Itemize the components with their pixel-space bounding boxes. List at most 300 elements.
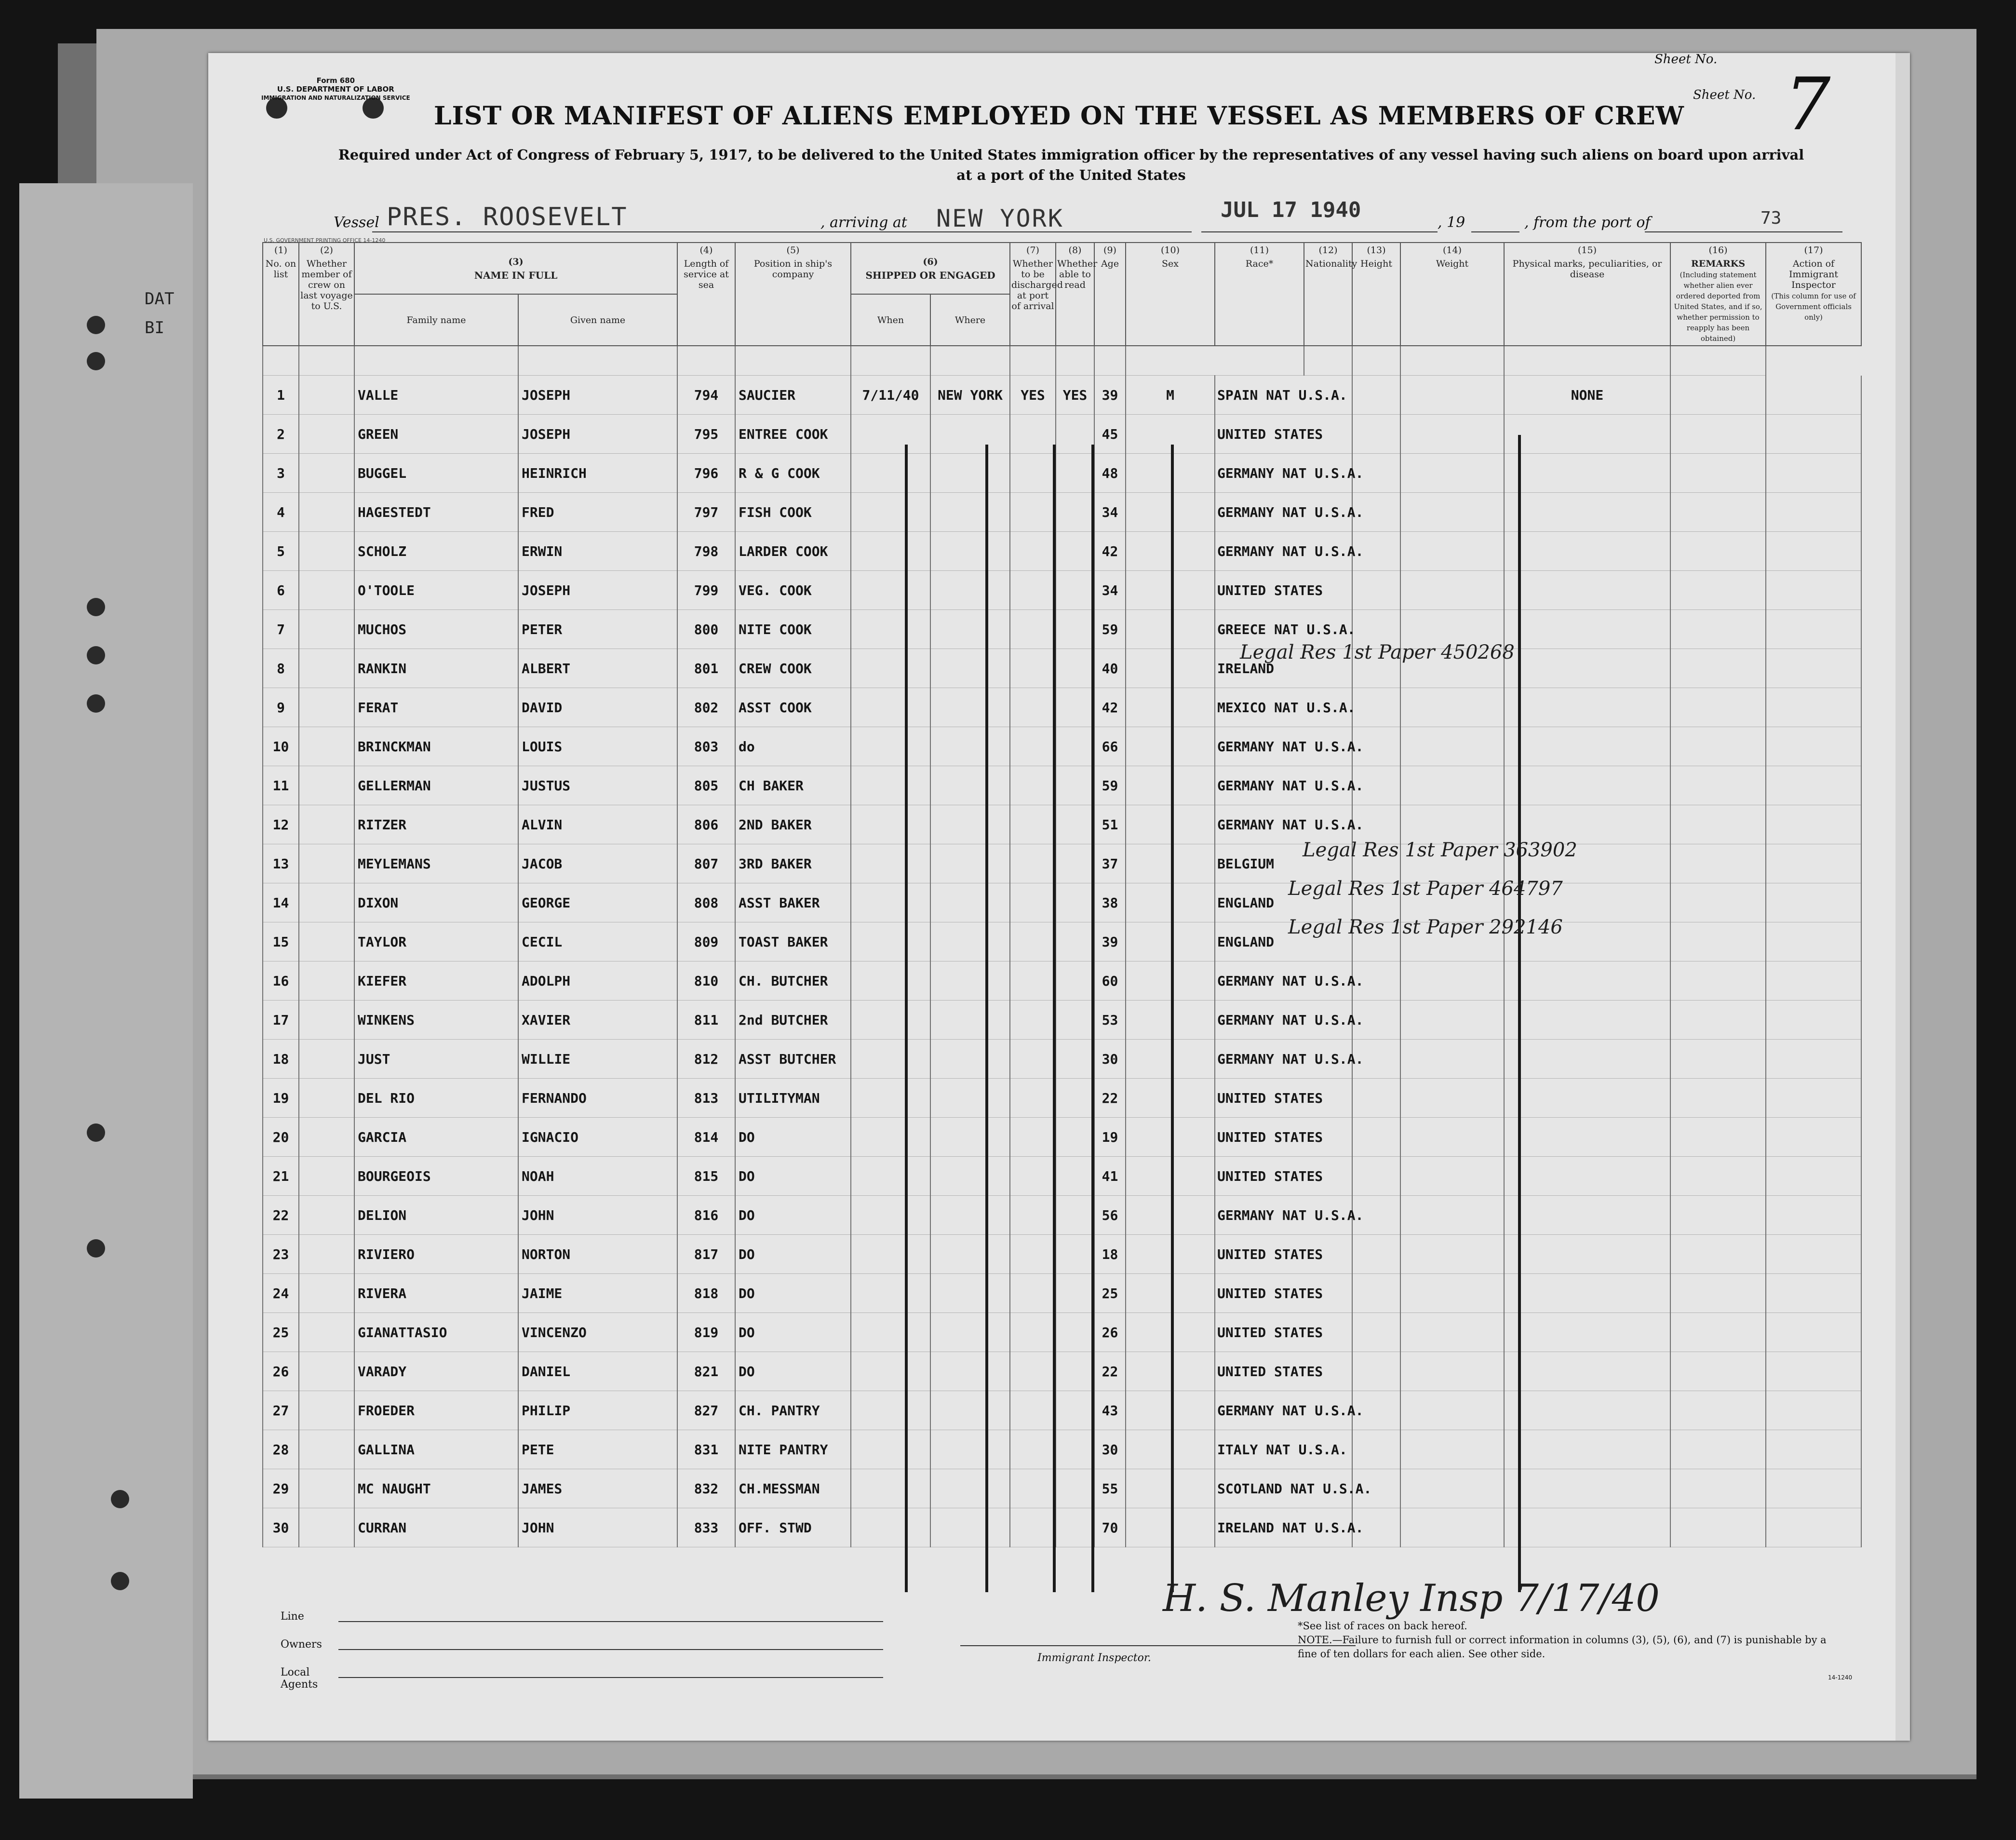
cell-where [930, 1391, 1010, 1430]
cell-when [851, 454, 930, 493]
cell-age: 53 [1094, 1001, 1126, 1040]
cell-nationality: GERMANY NAT U.S.A. [1215, 766, 1352, 805]
cell-sex [1126, 454, 1215, 493]
cell-where [930, 571, 1010, 610]
cell-blank [299, 961, 354, 1001]
cell-remarks [1670, 376, 1766, 415]
cell-age: 56 [1094, 1196, 1126, 1235]
cell-discharged [1010, 415, 1056, 454]
cell-read [1056, 1430, 1094, 1469]
cell-discharged [1010, 1118, 1056, 1157]
cell-family: BOURGEOIS [354, 1157, 518, 1196]
cell-service: 816 [677, 1196, 735, 1235]
table-row [263, 688, 1861, 727]
cell-discharged [1010, 493, 1056, 532]
cell-read [1056, 922, 1094, 961]
cell-where [930, 1196, 1010, 1235]
cell-read [1056, 571, 1094, 610]
cell-nationality: MEXICO NAT U.S.A. [1215, 688, 1352, 727]
cell-nationality: UNITED STATES [1215, 1157, 1352, 1196]
table-row [263, 1001, 1861, 1040]
cell-sex [1126, 766, 1215, 805]
cell-family: GIANATTASIO [354, 1313, 518, 1352]
cell-when [851, 1352, 930, 1391]
cell-when [851, 844, 930, 883]
cell-family: MC NAUGHT [354, 1469, 518, 1508]
cell-action [1766, 805, 1861, 844]
cell-blank [299, 454, 354, 493]
cell-weight [1400, 1391, 1504, 1430]
date-rule [1201, 231, 1438, 232]
cell-given: JUSTUS [518, 766, 677, 805]
cell-service: 799 [677, 571, 735, 610]
cell-action [1766, 532, 1861, 571]
cell-where [930, 1001, 1010, 1040]
ditto-stroke-sex [1171, 445, 1174, 1592]
cell-height [1352, 1313, 1400, 1352]
cell-sex [1126, 415, 1215, 454]
cell-blank [299, 922, 354, 961]
cell-blank [299, 1469, 354, 1508]
cell-action [1766, 1001, 1861, 1040]
cell-remarks [1670, 1352, 1766, 1391]
cell-sex [1126, 1235, 1215, 1274]
cell-where [930, 1235, 1010, 1274]
col-header-remarks: (16) REMARKS (Including statement whether alien ever ordered deported from United States, and if so, whether permission to reapply has been obtained) [1670, 243, 1766, 346]
binder-hole [87, 694, 105, 713]
cell-marks [1504, 1352, 1670, 1391]
cell-sex [1126, 1313, 1215, 1352]
cell-read: YES [1056, 376, 1094, 415]
cell-position: UTILITYMAN [735, 1079, 851, 1118]
cell-family: VARADY [354, 1352, 518, 1391]
cell-family: FROEDER [354, 1391, 518, 1430]
cell-marks: NONE [1504, 376, 1670, 415]
cell-family: DELION [354, 1196, 518, 1235]
cell-action [1766, 1352, 1861, 1391]
cell-position: DO [735, 1235, 851, 1274]
cell-action [1766, 688, 1861, 727]
inspector-rule [960, 1645, 1356, 1646]
table-row [263, 1430, 1861, 1469]
cell-family: RANKIN [354, 649, 518, 688]
cell-no: 20 [263, 1118, 299, 1157]
cell-weight [1400, 1118, 1504, 1157]
cell-family: HAGESTEDT [354, 493, 518, 532]
cell-no: 7 [263, 610, 299, 649]
cell-height [1352, 1118, 1400, 1157]
cell-weight [1400, 1469, 1504, 1508]
cell-weight [1400, 961, 1504, 1001]
cell-remarks [1670, 883, 1766, 922]
cell-action [1766, 1040, 1861, 1079]
cell-age: 41 [1094, 1157, 1126, 1196]
from-port-value: 73 [1761, 208, 1782, 228]
cell-marks [1504, 1430, 1670, 1469]
handwritten-remark: Legal Res 1st Paper 464797 [1288, 878, 1563, 900]
cell-age: 55 [1094, 1469, 1126, 1508]
cell-where [930, 883, 1010, 922]
cell-age: 39 [1094, 376, 1126, 415]
cell-discharged [1010, 844, 1056, 883]
cell-when [851, 415, 930, 454]
cell-blank [299, 1313, 354, 1352]
handwritten-remark: Legal Res 1st Paper 450268 [1240, 641, 1515, 663]
cell-discharged [1010, 1274, 1056, 1313]
cell-nationality: SCOTLAND NAT U.S.A. [1215, 1469, 1352, 1508]
cell-where [930, 415, 1010, 454]
cell-no: 14 [263, 883, 299, 922]
cell-service: 819 [677, 1313, 735, 1352]
col-header-sex: (10) Sex [1126, 243, 1215, 346]
table-row [263, 454, 1861, 493]
table-row [263, 766, 1861, 805]
cell-age: 30 [1094, 1040, 1126, 1079]
ditto-stroke-discharged [1053, 445, 1056, 1592]
table-row [263, 1118, 1861, 1157]
cell-where: NEW YORK [930, 376, 1010, 415]
cell-read [1056, 766, 1094, 805]
binder-hole [87, 1239, 105, 1258]
col-header-inspector: (17) Action of Immigrant Inspector (This column for use of Government officials only) [1766, 243, 1861, 346]
cell-weight [1400, 766, 1504, 805]
cell-age: 38 [1094, 883, 1126, 922]
cell-age: 59 [1094, 610, 1126, 649]
cell-marks [1504, 727, 1670, 766]
cell-where [930, 1313, 1010, 1352]
cell-nationality: ITALY NAT U.S.A. [1215, 1430, 1352, 1469]
cell-height [1352, 1430, 1400, 1469]
cell-no: 4 [263, 493, 299, 532]
cell-age: 66 [1094, 727, 1126, 766]
cell-age: 70 [1094, 1508, 1126, 1547]
cell-read [1056, 961, 1094, 1001]
cell-read [1056, 1391, 1094, 1430]
cell-weight [1400, 688, 1504, 727]
cell-sex [1126, 1430, 1215, 1469]
cell-action [1766, 766, 1861, 805]
cell-given: JACOB [518, 844, 677, 883]
cell-action [1766, 1508, 1861, 1547]
cell-given: ALVIN [518, 805, 677, 844]
col-header-when: When [851, 294, 930, 346]
cell-position: do [735, 727, 851, 766]
cell-weight [1400, 1313, 1504, 1352]
cell-when [851, 610, 930, 649]
cell-family: RIVIERO [354, 1235, 518, 1274]
cell-age: 51 [1094, 805, 1126, 844]
department-name: U.S. DEPARTMENT OF LABOR [277, 85, 394, 94]
cell-when [851, 1040, 930, 1079]
cell-action [1766, 610, 1861, 649]
table-row [263, 1235, 1861, 1274]
cell-weight [1400, 1040, 1504, 1079]
cell-discharged [1010, 1508, 1056, 1547]
cell-family: GELLERMAN [354, 766, 518, 805]
cell-read [1056, 1274, 1094, 1313]
cell-service: 794 [677, 376, 735, 415]
cell-age: 22 [1094, 1079, 1126, 1118]
cell-given: JAIME [518, 1274, 677, 1313]
cell-nationality: IRELAND [1215, 649, 1352, 688]
cell-where [930, 1352, 1010, 1391]
cell-no: 28 [263, 1430, 299, 1469]
cell-discharged [1010, 727, 1056, 766]
col-header-weight: (14) Weight [1400, 243, 1504, 346]
cell-action [1766, 727, 1861, 766]
cell-remarks [1670, 688, 1766, 727]
cell-age: 40 [1094, 649, 1126, 688]
cell-no: 25 [263, 1313, 299, 1352]
cell-family: WINKENS [354, 1001, 518, 1040]
cell-family: RIVERA [354, 1274, 518, 1313]
cell-when [851, 688, 930, 727]
cell-blank [299, 532, 354, 571]
col-header-no: (1) No. on list [263, 243, 299, 346]
cell-blank [299, 883, 354, 922]
cell-read [1056, 454, 1094, 493]
cell-no: 13 [263, 844, 299, 883]
cell-remarks [1670, 766, 1766, 805]
cell-sex [1126, 1391, 1215, 1430]
cell-given: ERWIN [518, 532, 677, 571]
from-port-label: , from the port of [1524, 214, 1651, 231]
col-header-shipped: (6) SHIPPED OR ENGAGED [851, 243, 1010, 294]
cell-service: 821 [677, 1352, 735, 1391]
cell-sex [1126, 1040, 1215, 1079]
cell-where [930, 805, 1010, 844]
document-title: LIST OR MANIFEST OF ALIENS EMPLOYED ON THE VESSEL AS MEMBERS OF CREW [434, 101, 1684, 131]
cell-nationality: GERMANY NAT U.S.A. [1215, 727, 1352, 766]
cell-family: MUCHOS [354, 610, 518, 649]
cell-blank [299, 376, 354, 415]
cell-nationality: ENGLAND [1215, 883, 1352, 922]
cell-no: 30 [263, 1508, 299, 1547]
cell-sex [1126, 922, 1215, 961]
cell-position: 2ND BAKER [735, 805, 851, 844]
cell-service: 815 [677, 1157, 735, 1196]
cell-marks [1504, 1508, 1670, 1547]
cell-action [1766, 1313, 1861, 1352]
cell-action [1766, 649, 1861, 688]
cell-read [1056, 688, 1094, 727]
cell-when [851, 1469, 930, 1508]
cell-marks [1504, 805, 1670, 844]
cell-nationality: GERMANY NAT U.S.A. [1215, 1196, 1352, 1235]
cell-read [1056, 1157, 1094, 1196]
form-number: Form 680 [316, 76, 355, 85]
cell-family: VALLE [354, 376, 518, 415]
cell-remarks [1670, 1196, 1766, 1235]
cell-where [930, 1430, 1010, 1469]
cell-remarks [1670, 1118, 1766, 1157]
cell-when [851, 571, 930, 610]
table-row [263, 805, 1861, 844]
cell-discharged [1010, 1079, 1056, 1118]
cell-sex [1126, 610, 1215, 649]
cell-family: JUST [354, 1040, 518, 1079]
underlying-page-text: DAT [145, 289, 175, 309]
cell-weight [1400, 1430, 1504, 1469]
cell-age: 19 [1094, 1118, 1126, 1157]
cell-no: 2 [263, 415, 299, 454]
cell-blank [299, 1001, 354, 1040]
table-row [263, 1313, 1861, 1352]
cell-position: CH. BUTCHER [735, 961, 851, 1001]
cell-when [851, 1391, 930, 1430]
cell-discharged [1010, 532, 1056, 571]
col-header-family-name: Family name [354, 294, 518, 346]
cell-remarks [1670, 1508, 1766, 1547]
col-header-name: (3) NAME IN FULL [354, 243, 677, 294]
cell-blank [299, 1040, 354, 1079]
cell-no: 21 [263, 1157, 299, 1196]
cell-blank [299, 1352, 354, 1391]
cell-weight [1400, 805, 1504, 844]
immigrant-inspector-label: Immigrant Inspector. [1037, 1652, 1151, 1664]
cell-discharged [1010, 805, 1056, 844]
cell-marks [1504, 1274, 1670, 1313]
cell-where [930, 1157, 1010, 1196]
cell-given: JOHN [518, 1508, 677, 1547]
cell-when [851, 1157, 930, 1196]
cell-position: R & G COOK [735, 454, 851, 493]
cell-action [1766, 844, 1861, 883]
cell-service: 802 [677, 688, 735, 727]
cell-no: 18 [263, 1040, 299, 1079]
cell-discharged [1010, 883, 1056, 922]
cell-height [1352, 1157, 1400, 1196]
cell-nationality: UNITED STATES [1215, 1118, 1352, 1157]
cell-marks [1504, 454, 1670, 493]
cell-no: 10 [263, 727, 299, 766]
cell-given: JOSEPH [518, 571, 677, 610]
cell-no: 6 [263, 571, 299, 610]
cell-marks [1504, 961, 1670, 1001]
cell-where [930, 1469, 1010, 1508]
cell-sex [1126, 727, 1215, 766]
cell-marks [1504, 610, 1670, 649]
cell-sex [1126, 883, 1215, 922]
cell-nationality: UNITED STATES [1215, 415, 1352, 454]
binder-hole [87, 316, 105, 334]
cell-position: DO [735, 1352, 851, 1391]
cell-no: 12 [263, 805, 299, 844]
cell-service: 795 [677, 415, 735, 454]
cell-read [1056, 1235, 1094, 1274]
cell-service: 805 [677, 766, 735, 805]
cell-sex: M [1126, 376, 1215, 415]
cell-given: JOSEPH [518, 415, 677, 454]
vessel-line [334, 198, 1852, 234]
cell-when [851, 766, 930, 805]
table-row [263, 883, 1861, 922]
cell-remarks [1670, 961, 1766, 1001]
cell-blank [299, 1508, 354, 1547]
cell-service: 812 [677, 1040, 735, 1079]
cell-read [1056, 610, 1094, 649]
cell-read [1056, 1079, 1094, 1118]
cell-weight [1400, 1079, 1504, 1118]
cell-action [1766, 1274, 1861, 1313]
cell-age: 22 [1094, 1352, 1126, 1391]
cell-sex [1126, 1352, 1215, 1391]
cell-where [930, 688, 1010, 727]
ditto-stroke-when [905, 445, 908, 1592]
cell-action [1766, 922, 1861, 961]
cell-service: 807 [677, 844, 735, 883]
cell-read [1056, 1469, 1094, 1508]
cell-remarks [1670, 1157, 1766, 1196]
cell-given: PHILIP [518, 1391, 677, 1430]
table-row [263, 493, 1861, 532]
cell-remarks [1670, 649, 1766, 688]
fine-note: NOTE.—Failure to furnish full or correct information in columns (3), (5), (6), and (7) is punishable by a fine of ten dollars for each alien. See other side. [1298, 1634, 1827, 1660]
cell-where [930, 1040, 1010, 1079]
cell-no: 29 [263, 1469, 299, 1508]
cell-service: 797 [677, 493, 735, 532]
cell-marks [1504, 649, 1670, 688]
cell-action [1766, 1157, 1861, 1196]
cell-where [930, 532, 1010, 571]
cell-sex [1126, 1469, 1215, 1508]
cell-given: XAVIER [518, 1001, 677, 1040]
cell-remarks [1670, 1235, 1766, 1274]
col-header-read: (8) Whether able to read [1056, 243, 1094, 346]
cell-marks [1504, 766, 1670, 805]
cell-nationality: BELGIUM [1215, 844, 1352, 883]
cell-where [930, 961, 1010, 1001]
cell-remarks [1670, 844, 1766, 883]
cell-service: 803 [677, 727, 735, 766]
cell-position: CH.MESSMAN [735, 1469, 851, 1508]
col-header-where: Where [930, 294, 1010, 346]
cell-position: ENTREE COOK [735, 415, 851, 454]
cell-height [1352, 688, 1400, 727]
cell-when [851, 922, 930, 961]
cell-where [930, 493, 1010, 532]
cell-discharged [1010, 1040, 1056, 1079]
cell-age: 18 [1094, 1235, 1126, 1274]
cell-action [1766, 454, 1861, 493]
cell-marks [1504, 1196, 1670, 1235]
cell-service: 813 [677, 1079, 735, 1118]
cell-no: 17 [263, 1001, 299, 1040]
cell-remarks [1670, 1430, 1766, 1469]
cell-given: JOSEPH [518, 376, 677, 415]
cell-sex [1126, 1001, 1215, 1040]
cell-action [1766, 1235, 1861, 1274]
cell-discharged: YES [1010, 376, 1056, 415]
manifest-sheet [208, 53, 1910, 1741]
cell-position: ASST COOK [735, 688, 851, 727]
cell-sex [1126, 493, 1215, 532]
cell-when [851, 961, 930, 1001]
cell-remarks [1670, 727, 1766, 766]
document-subtitle: Required under Act of Congress of February 5, 1917, to be delivered to the United States immigration officer by the representatives of any vessel having such aliens on board upon arrival at a port of the United States [338, 147, 1804, 183]
cell-read [1056, 649, 1094, 688]
cell-when [851, 805, 930, 844]
cell-when [851, 1079, 930, 1118]
cell-blank [299, 571, 354, 610]
cell-discharged [1010, 1235, 1056, 1274]
handwritten-remark: Legal Res 1st Paper 292146 [1288, 916, 1563, 938]
cell-action [1766, 1118, 1861, 1157]
cell-position: CH. PANTRY [735, 1391, 851, 1430]
cell-given: VINCENZO [518, 1313, 677, 1352]
cell-read [1056, 805, 1094, 844]
table-row [263, 1274, 1861, 1313]
